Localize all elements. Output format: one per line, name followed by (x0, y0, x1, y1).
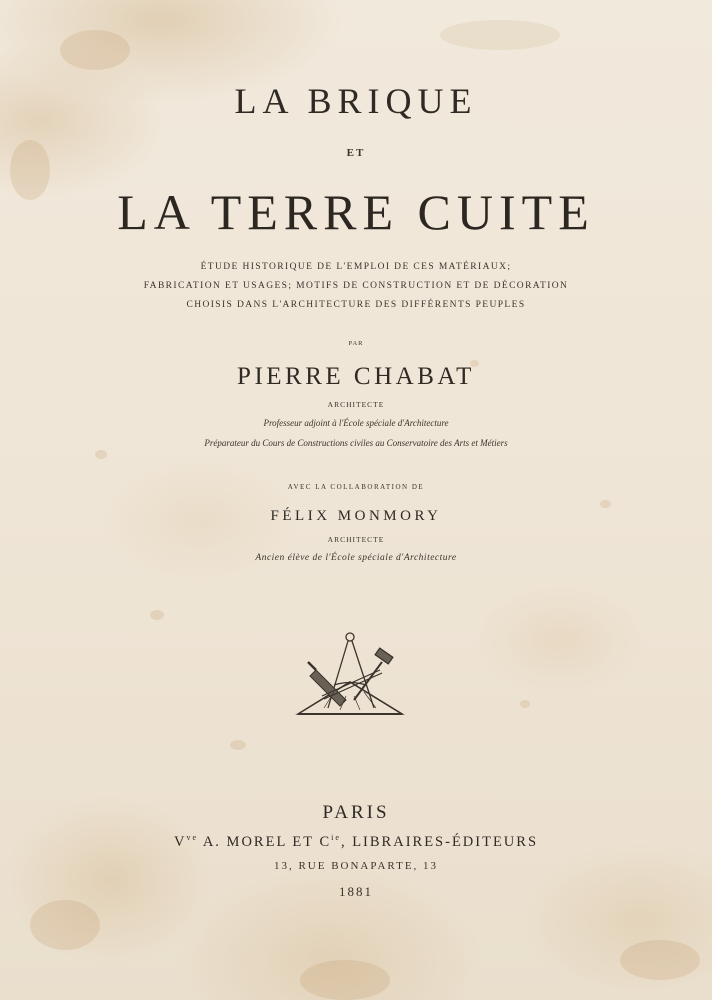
collaborator-note: Ancien élève de l'École spéciale d'Architecture (255, 553, 457, 563)
publisher-prefix-sup: ve (186, 833, 199, 842)
title-conjunction: ET (346, 147, 366, 159)
imprint-publisher (0, 833, 712, 851)
imprint-city: PARIS (322, 802, 390, 823)
title-line-2: LA TERRE CUITE (117, 184, 595, 240)
collaborator-role: ARCHITECTE (327, 535, 385, 544)
author-position-2: Préparateur du Cours de Constructions civiles au Conservatoire des Arts et Métiers (204, 438, 508, 448)
imprint-address: 13, RUE BONAPARTE, 13 (273, 860, 439, 872)
author-position: Professeur adjoint à l'École spéciale d'Architecture (263, 418, 449, 428)
publisher-mid-sup: ie (331, 833, 341, 842)
publisher-suffix: , LIBRAIRES-ÉDITEURS (340, 833, 539, 850)
subtitle-line-2: FABRICATION ET USAGES; MOTIFS DE CONSTRUCTION ET DE DÉCORATION (143, 281, 569, 291)
subtitle-line-3: CHOISIS DANS L'ARCHITECTURE DES DIFFÉRENTS PEUPLES (186, 300, 526, 310)
author-role: ARCHITECTE (327, 400, 385, 409)
publisher-mid: A. MOREL ET C (198, 833, 332, 850)
subtitle-line-1: ÉTUDE HISTORIQUE DE L'EMPLOI DE CES MATÉRIAUX; (200, 262, 512, 272)
publisher-prefix: V (173, 833, 187, 850)
collaboration-label: AVEC LA COLLABORATION DE (287, 483, 425, 491)
compass-square-emblem-icon (294, 630, 406, 725)
imprint-year: 1881 (339, 884, 373, 899)
author-name: PIERRE CHABAT (237, 363, 475, 390)
by-label: PAR (348, 340, 364, 347)
title-line-1: LA BRIQUE (234, 81, 478, 121)
collaborator-name: FÉLIX MONMORY (270, 508, 442, 524)
